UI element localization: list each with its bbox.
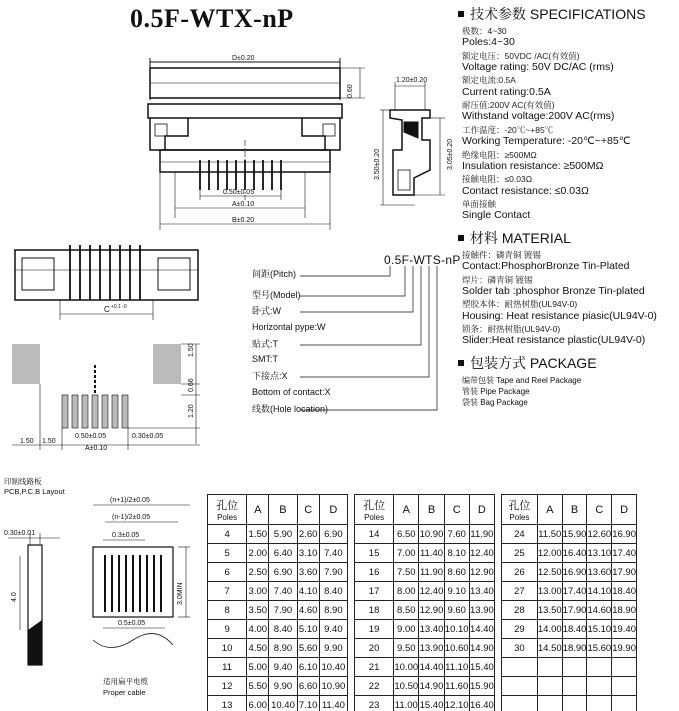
table-cell: 18 xyxy=(355,601,394,620)
bullet-icon xyxy=(458,11,464,17)
header-poles xyxy=(355,495,394,525)
table-cell: 25 xyxy=(502,544,538,563)
dim-label: (n-1)/2±0.05 xyxy=(112,514,151,521)
table-cell: 11.10 xyxy=(444,658,469,677)
table-cell: 17.40 xyxy=(612,544,637,563)
table-row xyxy=(355,639,495,658)
header-poles xyxy=(208,495,247,525)
spec-cn: 接触电阻：≤0.03Ω xyxy=(462,174,533,185)
poles-en: Poles xyxy=(509,513,530,522)
table-row xyxy=(355,582,495,601)
table-cell: 9.00 xyxy=(394,620,419,639)
table-cell: 9.10 xyxy=(444,582,469,601)
table-cell: 10.40 xyxy=(319,658,347,677)
table-cell: 26 xyxy=(502,563,538,582)
table-cell: 10.10 xyxy=(444,620,469,639)
table-cell: 14 xyxy=(355,525,394,544)
table-row xyxy=(208,563,348,582)
dim-label: 0.5±0.05 xyxy=(118,620,146,627)
table-cell: 3.00 xyxy=(247,582,269,601)
poles-en: Poles xyxy=(217,513,238,522)
poles-cn: 孔位 xyxy=(216,500,239,512)
header-d: D xyxy=(469,495,494,525)
pcb-layout-en: PCB,P.C.B Layout xyxy=(4,487,65,496)
table-cell: 14.10 xyxy=(587,582,612,601)
table-cell: 10.00 xyxy=(394,658,419,677)
legend-smt-en: SMT:T xyxy=(252,354,278,364)
spec-en: Single Contact xyxy=(462,209,531,222)
spec-en: Withstand voltage:200V AC(rms) xyxy=(462,110,615,123)
table-cell: 10.90 xyxy=(419,525,444,544)
table-cell: 6 xyxy=(208,563,247,582)
table-cell: 16 xyxy=(355,563,394,582)
material-cn: 接触件：磷青铜 镀锡 xyxy=(462,249,541,260)
table-row xyxy=(502,620,637,639)
table-cell xyxy=(612,696,637,711)
table-row xyxy=(502,677,637,696)
spec-en: Current rating:0.5A xyxy=(462,85,551,98)
table-cell xyxy=(502,677,538,696)
table-cell: 5.90 xyxy=(269,525,297,544)
dim-label: 1.50 xyxy=(20,438,34,445)
poles-table-3 xyxy=(501,494,637,711)
table-cell: 8.40 xyxy=(319,582,347,601)
spec-en: Contact resistance: ≤0.03Ω xyxy=(462,184,589,197)
table-cell: 8 xyxy=(208,601,247,620)
header-c: C xyxy=(297,495,319,525)
table-cell: 13.90 xyxy=(419,639,444,658)
table-cell: 14.40 xyxy=(469,620,494,639)
header-c: C xyxy=(444,495,469,525)
material-en: Slider:Heat resistance plastic(UL94V-0) xyxy=(462,334,646,347)
dim-label: 0.3±0.05 xyxy=(112,532,140,539)
spec-en: Insulation resistance: ≥500MΩ xyxy=(462,159,604,172)
poles-table-1 xyxy=(207,494,348,711)
dim-label: 0.30±0.05 xyxy=(132,433,164,440)
material-cn: 锁条：耐热树脂(UL94V-0) xyxy=(462,324,561,335)
dim-label: 0.30±0.01 xyxy=(4,530,36,537)
spec-en: Working Temperature: -20℃~+85℃ xyxy=(462,135,631,148)
table-cell: 3.10 xyxy=(297,544,319,563)
material-cn: 焊片：磷青铜 镀锡 xyxy=(462,274,533,285)
table-cell: 12.50 xyxy=(537,563,562,582)
package-item: 编带包装 Tape and Reel Package xyxy=(462,375,582,385)
table-cell xyxy=(562,677,587,696)
spec-en: Voltage rating: 50V DC/AC (rms) xyxy=(462,60,614,73)
table-row xyxy=(208,677,348,696)
poles-cn: 孔位 xyxy=(363,500,386,512)
table-cell: 9.40 xyxy=(319,620,347,639)
table-cell: 13.50 xyxy=(537,601,562,620)
table-cell xyxy=(612,677,637,696)
table-cell: 13.40 xyxy=(469,582,494,601)
table-cell xyxy=(537,677,562,696)
table-cell: 6.50 xyxy=(394,525,419,544)
table-cell: 7.40 xyxy=(319,544,347,563)
spec-cn: 极数：4~30 xyxy=(462,25,507,36)
header-poles xyxy=(502,495,538,525)
table-cell: 2.00 xyxy=(247,544,269,563)
dim-label: D±0.20 xyxy=(232,55,255,62)
part-number-code: 0.5F-WTS-nP xyxy=(384,253,461,267)
dim-label: A±0.10 xyxy=(85,445,108,452)
table-row xyxy=(208,620,348,639)
table-cell: 7.10 xyxy=(297,696,319,711)
table-cell xyxy=(587,658,612,677)
table-cell: 30 xyxy=(502,639,538,658)
header-c: C xyxy=(587,495,612,525)
table-cell xyxy=(562,658,587,677)
table-cell: 8.50 xyxy=(394,601,419,620)
table-row xyxy=(355,677,495,696)
table-row xyxy=(355,696,495,711)
dim-label: 0.66 xyxy=(188,378,195,392)
cable-en: Proper cable xyxy=(103,688,146,697)
top-view-drawing xyxy=(148,58,365,230)
table-row xyxy=(502,639,637,658)
bullet-icon xyxy=(458,235,464,241)
table-cell: 13.10 xyxy=(587,544,612,563)
table-cell: 12.60 xyxy=(587,525,612,544)
table-row xyxy=(502,544,637,563)
dim-label: (n+1)/2±0.05 xyxy=(110,497,150,504)
table-cell: 13.90 xyxy=(469,601,494,620)
table-cell: 18.90 xyxy=(612,601,637,620)
table-cell: 14.60 xyxy=(587,601,612,620)
table-cell: 2.50 xyxy=(247,563,269,582)
table-cell: 7.00 xyxy=(394,544,419,563)
table-row xyxy=(355,620,495,639)
spec-cn: 耐压值:200V AC(有效值) xyxy=(462,100,555,111)
table-cell: 23 xyxy=(355,696,394,711)
table-cell: 15.40 xyxy=(419,696,444,711)
table-row xyxy=(355,563,495,582)
header-d: D xyxy=(612,495,637,525)
dim-label: 0.50±0.05 xyxy=(223,189,255,196)
table-cell: 11.50 xyxy=(537,525,562,544)
legend-bottom-en: Bottom of contact:X xyxy=(252,387,331,397)
table-cell: 13.00 xyxy=(537,582,562,601)
header-b: B xyxy=(269,495,297,525)
table-cell: 8.10 xyxy=(444,544,469,563)
table-row xyxy=(355,525,495,544)
table-cell: 15.90 xyxy=(469,677,494,696)
table-cell xyxy=(502,696,538,711)
table-cell: 16.40 xyxy=(469,696,494,711)
table-cell: 8.60 xyxy=(444,563,469,582)
table-cell: 11.90 xyxy=(419,563,444,582)
table-cell: 15 xyxy=(355,544,394,563)
poles-en: Poles xyxy=(364,513,385,522)
table-header-row xyxy=(208,495,348,525)
table-cell: 3.60 xyxy=(297,563,319,582)
table-cell: 9 xyxy=(208,620,247,639)
package-heading: 包装方式 PACKAGE xyxy=(458,355,677,372)
table-cell: 2.60 xyxy=(297,525,319,544)
table-cell: 9.90 xyxy=(269,677,297,696)
table-cell: 10.90 xyxy=(319,677,347,696)
dim-label: 3.50±0.20 xyxy=(374,148,381,180)
table-cell: 10 xyxy=(208,639,247,658)
table-cell: 7.90 xyxy=(269,601,297,620)
table-cell: 14.00 xyxy=(537,620,562,639)
spec-column xyxy=(462,6,677,408)
table-row xyxy=(502,658,637,677)
side-view-drawing xyxy=(380,82,445,205)
table-cell: 17.40 xyxy=(562,582,587,601)
page-title: 0.5F-WTX-nP xyxy=(130,4,294,33)
table-cell: 14.50 xyxy=(537,639,562,658)
table-row xyxy=(355,658,495,677)
table-cell: 22 xyxy=(355,677,394,696)
table-cell: 13.40 xyxy=(419,620,444,639)
header-b: B xyxy=(419,495,444,525)
package-item: 管装 Pipe Package xyxy=(462,386,530,396)
table-row xyxy=(502,563,637,582)
table-cell: 12.40 xyxy=(419,582,444,601)
table-cell xyxy=(537,658,562,677)
table-cell: 14.90 xyxy=(419,677,444,696)
table-cell: 4.60 xyxy=(297,601,319,620)
legend-bottom-cn: 下接点:X xyxy=(252,371,288,381)
table-row xyxy=(502,696,637,711)
table-cell: 29 xyxy=(502,620,538,639)
table-cell: 5 xyxy=(208,544,247,563)
table-cell: 12.00 xyxy=(537,544,562,563)
table-cell: 6.40 xyxy=(269,544,297,563)
table-cell: 6.90 xyxy=(269,563,297,582)
table-cell: 17 xyxy=(355,582,394,601)
table-header-row xyxy=(355,495,495,525)
dim-label: 4.0 xyxy=(11,592,18,602)
table-cell: 15.60 xyxy=(587,639,612,658)
spec-cn: 工作温度：-20℃~+85℃ xyxy=(462,124,554,135)
table-cell xyxy=(562,696,587,711)
cable-cn: 适用扁平电缆 xyxy=(103,677,148,686)
table-cell: 18.40 xyxy=(612,582,637,601)
table-cell: 19 xyxy=(355,620,394,639)
table-cell: 6.10 xyxy=(297,658,319,677)
legend-horizontal-cn: 卧式:W xyxy=(252,306,281,316)
dim-label: 1.20±0.20 xyxy=(396,77,428,84)
table-cell: 5.00 xyxy=(247,658,269,677)
table-cell: 8.00 xyxy=(394,582,419,601)
dim-label: B±0.20 xyxy=(232,217,255,224)
table-row xyxy=(355,601,495,620)
table-cell: 11.60 xyxy=(444,677,469,696)
spec-heading: 技术参数 SPECIFICATIONS xyxy=(458,6,677,23)
table-cell: 5.50 xyxy=(247,677,269,696)
legend-smt-cn: 贴式:T xyxy=(252,339,278,349)
table-cell: 7 xyxy=(208,582,247,601)
table-cell: 21 xyxy=(355,658,394,677)
table-cell xyxy=(587,696,612,711)
table-row xyxy=(208,658,348,677)
table-cell: 7.50 xyxy=(394,563,419,582)
table-cell: 8.40 xyxy=(269,620,297,639)
table-cell: 3.50 xyxy=(247,601,269,620)
table-cell: 15.10 xyxy=(587,620,612,639)
table-cell: 14.90 xyxy=(469,639,494,658)
legend-model: 型号(Model) xyxy=(252,290,301,300)
table-cell: 4.00 xyxy=(247,620,269,639)
table-cell: 12.90 xyxy=(469,563,494,582)
table-row xyxy=(208,639,348,658)
table-row xyxy=(208,544,348,563)
poles-cn: 孔位 xyxy=(508,500,531,512)
dim-label: A±0.10 xyxy=(232,201,255,208)
table-cell: 5.10 xyxy=(297,620,319,639)
table-cell: 10.40 xyxy=(269,696,297,711)
material-en: Contact:PhosphorBronze Tin-Plated xyxy=(462,260,630,273)
dim-label: C xyxy=(104,305,110,314)
poles-table-2 xyxy=(354,494,495,711)
table-cell: 4.10 xyxy=(297,582,319,601)
table-cell: 13 xyxy=(208,696,247,711)
table-cell: 27 xyxy=(502,582,538,601)
table-cell xyxy=(537,696,562,711)
table-header-row xyxy=(502,495,637,525)
table-cell: 9.40 xyxy=(269,658,297,677)
table-cell: 12.90 xyxy=(419,601,444,620)
dim-label: 0.50±0.05 xyxy=(75,433,107,440)
table-row xyxy=(208,696,348,711)
table-row xyxy=(208,601,348,620)
table-cell: 9.60 xyxy=(444,601,469,620)
material-en: Housing: Heat resistance piasic(UL94V-0) xyxy=(462,309,657,322)
table-cell: 7.90 xyxy=(319,563,347,582)
dim-label: 0.60 xyxy=(347,84,354,98)
header-a: A xyxy=(247,495,269,525)
table-cell: 28 xyxy=(502,601,538,620)
table-cell xyxy=(612,658,637,677)
table-row xyxy=(208,582,348,601)
table-cell: 16.90 xyxy=(562,563,587,582)
material-cn: 塑胶本体：耐热树脂(UL94V-0) xyxy=(462,299,578,310)
table-cell: 19.90 xyxy=(612,639,637,658)
table-cell: 20 xyxy=(355,639,394,658)
table-cell: 9.50 xyxy=(394,639,419,658)
table-cell: 6.00 xyxy=(247,696,269,711)
table-cell: 8.90 xyxy=(269,639,297,658)
table-cell: 24 xyxy=(502,525,538,544)
table-cell: 11 xyxy=(208,658,247,677)
table-cell: 11.00 xyxy=(394,696,419,711)
table-cell: 11.90 xyxy=(469,525,494,544)
legend-hole: 线数(Hole location) xyxy=(252,404,329,414)
dim-label: 1.20 xyxy=(188,404,195,418)
pcb-layout-cn: 印制线路板 xyxy=(4,477,42,486)
table-cell: 9.90 xyxy=(319,639,347,658)
table-cell: 12.10 xyxy=(444,696,469,711)
table-cell: 13.60 xyxy=(587,563,612,582)
table-cell: 17.90 xyxy=(612,563,637,582)
legend-pitch: 间距(Pitch) xyxy=(252,269,297,279)
table-cell: 16.40 xyxy=(562,544,587,563)
table-cell xyxy=(502,658,538,677)
spec-cn: 额定电流:0.5A xyxy=(462,75,516,86)
table-cell: 17.90 xyxy=(562,601,587,620)
table-row xyxy=(208,525,348,544)
dim-label: 3.0MIN xyxy=(177,582,184,605)
spec-en: Poles:4~30 xyxy=(462,35,515,48)
dim-label: 1.50 xyxy=(42,438,56,445)
table-row xyxy=(355,544,495,563)
table-cell: 1.50 xyxy=(247,525,269,544)
table-cell: 11.40 xyxy=(419,544,444,563)
table-cell: 7.60 xyxy=(444,525,469,544)
table-cell: 10.60 xyxy=(444,639,469,658)
table-cell: 12.40 xyxy=(469,544,494,563)
package-item: 袋装 Bag Package xyxy=(462,398,528,408)
dim-label: 3.05±0.20 xyxy=(447,138,454,170)
table-cell: 15.40 xyxy=(469,658,494,677)
table-cell: 16.90 xyxy=(612,525,637,544)
table-row xyxy=(502,525,637,544)
table-cell: 19.40 xyxy=(612,620,637,639)
table-cell: 10.50 xyxy=(394,677,419,696)
table-cell: 6.60 xyxy=(297,677,319,696)
table-cell: 18.90 xyxy=(562,639,587,658)
table-cell: 4.50 xyxy=(247,639,269,658)
header-d: D xyxy=(319,495,347,525)
spec-cn: 单面接触 xyxy=(462,199,497,210)
table-cell: 5.60 xyxy=(297,639,319,658)
spec-cn: 绝缘电阻：≥500MΩ xyxy=(462,149,537,160)
table-cell: 4 xyxy=(208,525,247,544)
table-row xyxy=(502,582,637,601)
bullet-icon xyxy=(458,360,464,366)
header-a: A xyxy=(394,495,419,525)
table-cell: 8.90 xyxy=(319,601,347,620)
spec-cn: 额定电压：50VDC /AC(有效值) xyxy=(462,50,580,61)
table-cell: 7.40 xyxy=(269,582,297,601)
legend-horizontal-en: Horizontal pype:W xyxy=(252,322,326,332)
dim-label: 1.50 xyxy=(188,343,195,357)
table-cell: 12 xyxy=(208,677,247,696)
material-heading: 材料 MATERIAL xyxy=(458,230,677,247)
header-a: A xyxy=(537,495,562,525)
header-b: B xyxy=(562,495,587,525)
table-cell: 6.90 xyxy=(319,525,347,544)
table-row xyxy=(502,601,637,620)
material-en: Solder tab :phosphor Bronze Tin-plated xyxy=(462,284,645,297)
table-cell: 11.40 xyxy=(319,696,347,711)
table-cell: 15.90 xyxy=(562,525,587,544)
table-cell: 14.40 xyxy=(419,658,444,677)
table-cell: 18.40 xyxy=(562,620,587,639)
table-cell xyxy=(587,677,612,696)
dim-label: +0.1 -0 xyxy=(111,304,127,310)
